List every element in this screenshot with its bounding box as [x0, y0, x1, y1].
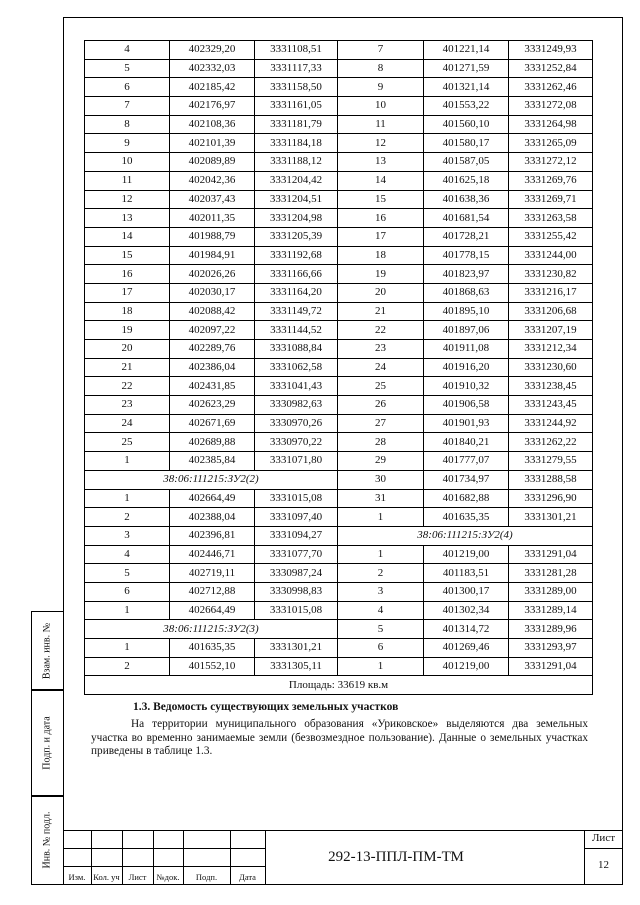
table-cell: 401984,91: [170, 246, 255, 265]
table-row: [85, 59, 593, 78]
table-cell: 13: [338, 153, 424, 172]
table-cell: 7: [338, 41, 424, 60]
table-cell: 402108,36: [170, 115, 255, 134]
left-stamp-sidebar: [31, 611, 63, 885]
table-cell: 2: [85, 657, 170, 676]
table-row: [85, 321, 593, 340]
table-cell: 19: [338, 265, 424, 284]
table-cell: 24: [85, 414, 170, 433]
sheet-number: 12: [598, 859, 609, 871]
parcel-section-label: 38:06:111215:ЗУ2(4): [338, 526, 593, 545]
document-code: 292-13-ППЛ-ПМ-ТМ: [328, 849, 464, 865]
table-cell: 3331192,68: [255, 246, 338, 265]
table-cell: 3331249,93: [509, 41, 593, 60]
table-cell: 3331041,43: [255, 377, 338, 396]
table-cell: 3331164,20: [255, 283, 338, 302]
table-cell: 3331289,14: [509, 601, 593, 620]
table-row: [85, 396, 593, 415]
stamp-col-ndok: №док.: [156, 872, 180, 882]
table-cell: 25: [85, 433, 170, 452]
table-cell: 402089,89: [170, 153, 255, 172]
table-cell: 401988,79: [170, 227, 255, 246]
table-cell: 3331108,51: [255, 41, 338, 60]
table-cell: 401314,72: [424, 620, 509, 639]
table-cell: 3331255,42: [509, 227, 593, 246]
table-cell: 3331238,45: [509, 377, 593, 396]
table-cell: 3331230,60: [509, 358, 593, 377]
table-cell: 3331071,80: [255, 452, 338, 471]
table-cell: 3331181,79: [255, 115, 338, 134]
table-cell: 3331269,76: [509, 171, 593, 190]
table-cell: 3331288,58: [509, 470, 593, 489]
table-cell: 6: [338, 639, 424, 658]
table-cell: 1: [338, 545, 424, 564]
table-cell: 1: [338, 657, 424, 676]
table-cell: 3331291,04: [509, 545, 593, 564]
table-cell: 24: [338, 358, 424, 377]
table-cell: 9: [338, 78, 424, 97]
table-row: [85, 489, 593, 508]
table-cell: 401911,08: [424, 340, 509, 359]
table-cell: 3331272,12: [509, 153, 593, 172]
table-cell: 401587,05: [424, 153, 509, 172]
table-row: [85, 377, 593, 396]
table-cell: 14: [85, 227, 170, 246]
table-cell: 3331062,58: [255, 358, 338, 377]
table-cell: 4: [85, 41, 170, 60]
table-cell: 401895,10: [424, 302, 509, 321]
table-row: [85, 41, 593, 60]
table-cell: 2: [338, 564, 424, 583]
table-row: [85, 246, 593, 265]
table-cell: 402446,71: [170, 545, 255, 564]
table-cell: 7: [85, 97, 170, 116]
table-cell: 10: [338, 97, 424, 116]
table-cell: 9: [85, 134, 170, 153]
table-cell: 3331262,46: [509, 78, 593, 97]
table-cell: 3331230,82: [509, 265, 593, 284]
table-cell: 1: [85, 452, 170, 471]
table-cell: 3331269,71: [509, 190, 593, 209]
table-cell: 3331204,51: [255, 190, 338, 209]
table-cell: 3330970,26: [255, 414, 338, 433]
table-cell: 402385,84: [170, 452, 255, 471]
table-cell: 27: [338, 414, 424, 433]
table-cell: 401734,97: [424, 470, 509, 489]
table-cell: 1: [85, 489, 170, 508]
sheet-divider-line: [584, 848, 623, 849]
table-cell: 21: [85, 358, 170, 377]
table-row: [85, 414, 593, 433]
table-row: [85, 265, 593, 284]
table-cell: 401728,21: [424, 227, 509, 246]
table-cell: 3330982,63: [255, 396, 338, 415]
table-row: [85, 153, 593, 172]
table-row: [85, 78, 593, 97]
table-cell: 3331305,11: [255, 657, 338, 676]
table-cell: 402037,43: [170, 190, 255, 209]
table-cell: 401901,93: [424, 414, 509, 433]
table-cell: 6: [85, 78, 170, 97]
table-cell: 22: [338, 321, 424, 340]
sidebar-label-inv-podl: Инв. № подл.: [41, 811, 53, 869]
table-row: [85, 601, 593, 620]
table-row: [85, 657, 593, 676]
table-row: [85, 171, 593, 190]
table-cell: 401302,34: [424, 601, 509, 620]
table-cell: 402185,42: [170, 78, 255, 97]
table-cell: 13: [85, 209, 170, 228]
stamp-col-izm: Изм.: [68, 872, 86, 882]
table-row: [85, 508, 593, 527]
table-cell: 402671,69: [170, 414, 255, 433]
table-cell: 18: [338, 246, 424, 265]
title-block: [63, 830, 623, 885]
table-cell: 28: [338, 433, 424, 452]
table-cell: 25: [338, 377, 424, 396]
table-cell: 401916,20: [424, 358, 509, 377]
table-cell: 3331279,55: [509, 452, 593, 471]
table-cell: 402388,04: [170, 508, 255, 527]
table-row: [85, 639, 593, 658]
section-heading: 1.3. Ведомость существующих земельных участков: [133, 701, 399, 713]
table-cell: 3331265,09: [509, 134, 593, 153]
table-cell: 1: [85, 601, 170, 620]
stamp-col-data: Дата: [239, 872, 256, 882]
table-cell: 3331206,68: [509, 302, 593, 321]
table-cell: 11: [85, 171, 170, 190]
table-row: [85, 227, 593, 246]
table-cell: 5: [85, 59, 170, 78]
stamp-col-list: Лист: [128, 872, 147, 882]
table-cell: 3331158,50: [255, 78, 338, 97]
stamp-top-line: [63, 830, 623, 831]
table-cell: 12: [338, 134, 424, 153]
table-cell: 3: [338, 582, 424, 601]
table-cell: 4: [85, 545, 170, 564]
table-cell: 401580,17: [424, 134, 509, 153]
table-cell: 402664,49: [170, 601, 255, 620]
table-cell: 402097,22: [170, 321, 255, 340]
sheet-label: Лист: [591, 832, 616, 844]
table-row: [85, 545, 593, 564]
table-cell: 401910,32: [424, 377, 509, 396]
table-cell: 3331207,19: [509, 321, 593, 340]
coordinates-table: [84, 40, 593, 695]
table-cell: 401219,00: [424, 545, 509, 564]
table-cell: 3331204,98: [255, 209, 338, 228]
table-cell: 401897,06: [424, 321, 509, 340]
table-cell: 16: [85, 265, 170, 284]
table-cell: 401840,21: [424, 433, 509, 452]
table-cell: 23: [85, 396, 170, 415]
table-row: [85, 582, 593, 601]
sidebar-label-vzam-inv: Взам. инв. №: [41, 622, 53, 680]
table-cell: 1: [85, 639, 170, 658]
table-cell: 401560,10: [424, 115, 509, 134]
table-cell: 12: [85, 190, 170, 209]
table-cell: 6: [85, 582, 170, 601]
table-cell: 3331289,96: [509, 620, 593, 639]
table-cell: 3331291,04: [509, 657, 593, 676]
table-cell: 3330987,24: [255, 564, 338, 583]
table-cell: 3331252,84: [509, 59, 593, 78]
table-cell: 401553,22: [424, 97, 509, 116]
table-cell: 3331243,45: [509, 396, 593, 415]
table-cell: 402386,04: [170, 358, 255, 377]
table-cell: 402396,81: [170, 526, 255, 545]
table-cell: 401635,35: [424, 508, 509, 527]
table-cell: 401300,17: [424, 582, 509, 601]
table-cell: 3331161,05: [255, 97, 338, 116]
table-cell: 401219,00: [424, 657, 509, 676]
table-row: [85, 526, 593, 545]
table-cell: 402664,49: [170, 489, 255, 508]
table-cell: 3331015,08: [255, 601, 338, 620]
table-cell: 29: [338, 452, 424, 471]
table-cell: 3331264,98: [509, 115, 593, 134]
table-cell: 401681,54: [424, 209, 509, 228]
table-row: [85, 340, 593, 359]
table-cell: 401183,51: [424, 564, 509, 583]
table-cell: 3331301,21: [255, 639, 338, 658]
table-cell: 3331262,22: [509, 433, 593, 452]
table-cell: 30: [338, 470, 424, 489]
table-row: [85, 564, 593, 583]
table-cell: 17: [85, 283, 170, 302]
table-row: [85, 190, 593, 209]
table-cell: 8: [85, 115, 170, 134]
table-cell: 22: [85, 377, 170, 396]
table-cell: 5: [338, 620, 424, 639]
table-cell: 401868,63: [424, 283, 509, 302]
table-cell: 402088,42: [170, 302, 255, 321]
table-cell: 401625,18: [424, 171, 509, 190]
table-cell: 402719,11: [170, 564, 255, 583]
table-cell: 3331097,40: [255, 508, 338, 527]
table-row: [85, 115, 593, 134]
table-cell: 3331117,33: [255, 59, 338, 78]
table-cell: 3331205,39: [255, 227, 338, 246]
table-row: [85, 358, 593, 377]
table-cell: 402431,85: [170, 377, 255, 396]
table-cell: 401638,36: [424, 190, 509, 209]
table-cell: 3331204,42: [255, 171, 338, 190]
table-cell: 401552,10: [170, 657, 255, 676]
table-cell: 401778,15: [424, 246, 509, 265]
table-row: [85, 209, 593, 228]
table-cell: 8: [338, 59, 424, 78]
table-cell: 3331216,17: [509, 283, 593, 302]
table-cell: 20: [338, 283, 424, 302]
table-cell: 3331088,84: [255, 340, 338, 359]
table-cell: 3331289,00: [509, 582, 593, 601]
table-cell: 401269,46: [424, 639, 509, 658]
table-cell: 401777,07: [424, 452, 509, 471]
table-row: [85, 283, 593, 302]
table-cell: 3331296,90: [509, 489, 593, 508]
table-cell: 31: [338, 489, 424, 508]
table-row: [85, 97, 593, 116]
table-cell: 16: [338, 209, 424, 228]
table-cell: 3331244,92: [509, 414, 593, 433]
section-paragraph: На территории муниципального образования «Уриковское» выделяются два земельных участка во временно занимаемые земли (безвозмездное пользование). Данные о земельных участках приведены в таблице 1.3.: [91, 718, 588, 758]
table-cell: 3331301,21: [509, 508, 593, 527]
table-row: [85, 302, 593, 321]
table-cell: 5: [85, 564, 170, 583]
stamp-col-line: [265, 830, 266, 885]
table-cell: 3331244,00: [509, 246, 593, 265]
table-cell: 402176,97: [170, 97, 255, 116]
table-cell: 3331015,08: [255, 489, 338, 508]
stamp-col-kol-uch: Кол. уч: [93, 872, 120, 882]
table-cell: 402329,20: [170, 41, 255, 60]
table-cell: 3331212,34: [509, 340, 593, 359]
table-cell: 3331188,12: [255, 153, 338, 172]
table-cell: 401906,58: [424, 396, 509, 415]
table-cell: 402712,88: [170, 582, 255, 601]
table-cell: 402026,26: [170, 265, 255, 284]
table-cell: 2: [85, 508, 170, 527]
table-row: [85, 433, 593, 452]
table-cell: 3331144,52: [255, 321, 338, 340]
table-cell: 23: [338, 340, 424, 359]
table-cell: 402042,36: [170, 171, 255, 190]
table-cell: 15: [85, 246, 170, 265]
table-cell: 401271,59: [424, 59, 509, 78]
table-row: [85, 452, 593, 471]
table-cell: 10: [85, 153, 170, 172]
table-cell: 402623,29: [170, 396, 255, 415]
table-cell: 17: [338, 227, 424, 246]
parcel-section-label: 38:06:111215:ЗУ2(3): [85, 620, 338, 639]
table-cell: 402011,35: [170, 209, 255, 228]
table-cell: 18: [85, 302, 170, 321]
table-cell: 401321,14: [424, 78, 509, 97]
table-row: [85, 134, 593, 153]
table-cell: 401682,88: [424, 489, 509, 508]
table-cell: 19: [85, 321, 170, 340]
table-cell: 15: [338, 190, 424, 209]
table-cell: 401823,97: [424, 265, 509, 284]
area-total: Площадь: 33619 кв.м: [85, 676, 593, 695]
table-cell: 21: [338, 302, 424, 321]
table-cell: 3330998,83: [255, 582, 338, 601]
table-row: [85, 676, 593, 695]
table-row: [85, 470, 593, 489]
table-cell: 26: [338, 396, 424, 415]
table-cell: 3331281,28: [509, 564, 593, 583]
table-cell: 11: [338, 115, 424, 134]
table-cell: 3331149,72: [255, 302, 338, 321]
stamp-row-line: [63, 866, 265, 867]
table-cell: 402689,88: [170, 433, 255, 452]
table-cell: 3331293,97: [509, 639, 593, 658]
table-cell: 20: [85, 340, 170, 359]
stamp-col-podp: Подп.: [195, 872, 218, 882]
table-cell: 14: [338, 171, 424, 190]
table-cell: 401635,35: [170, 639, 255, 658]
parcel-section-label: 38:06:111215:ЗУ2(2): [85, 470, 338, 489]
stamp-row-line: [63, 848, 265, 849]
table-cell: 3330970,22: [255, 433, 338, 452]
table-cell: 402332,03: [170, 59, 255, 78]
table-cell: 3331263,58: [509, 209, 593, 228]
table-cell: 401221,14: [424, 41, 509, 60]
table-cell: 3331094,27: [255, 526, 338, 545]
table-cell: 402030,17: [170, 283, 255, 302]
table-cell: 4: [338, 601, 424, 620]
table-cell: 3331077,70: [255, 545, 338, 564]
table-cell: 3331184,18: [255, 134, 338, 153]
table-row: [85, 620, 593, 639]
table-cell: 3331272,08: [509, 97, 593, 116]
table-cell: 3: [85, 526, 170, 545]
table-cell: 1: [338, 508, 424, 527]
table-cell: 3331166,66: [255, 265, 338, 284]
table-cell: 402101,39: [170, 134, 255, 153]
table-cell: 402289,76: [170, 340, 255, 359]
sidebar-label-podp-data: Подп. и дата: [41, 716, 53, 770]
